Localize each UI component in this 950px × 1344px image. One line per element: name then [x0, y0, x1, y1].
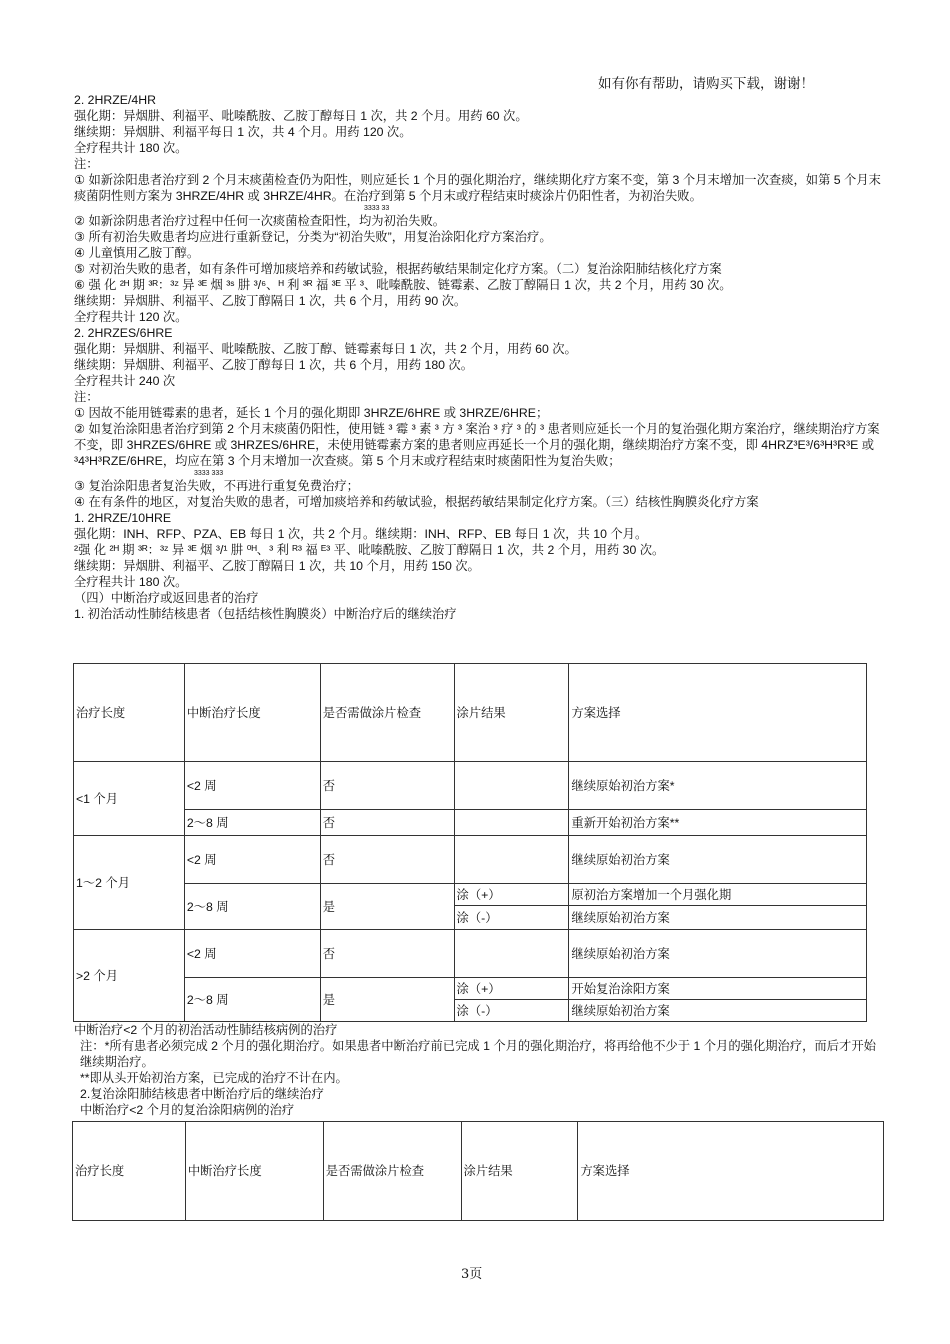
- note-item: ④ 儿童慎用乙胺丁醇。: [74, 246, 200, 260]
- note-item: ⑤ 对初治失败的患者，如有条件可增加痰培养和药敏试验，根据药敏结果制定化疗方案。（二）复治涂阳肺结核化疗方案: [74, 262, 722, 276]
- table-cell: 继续原始初治方案*: [569, 762, 867, 810]
- table-header-cell: 中断治疗长度: [184, 664, 320, 762]
- interruption-table-retreatment: [72, 1121, 884, 1221]
- note-item: ③ 所有初治失败患者均应进行重新登记，分类为“初治失败”，用复治涂阳化疗方案治疗。: [74, 230, 552, 244]
- table-header-row: [73, 1122, 884, 1221]
- table-cell: 2～8 周: [184, 884, 320, 930]
- paragraph-line: 强化期：异烟肼、利福平、吡嗪酰胺、乙胺丁醇、链霉素每日 1 次，共 2 个月，用药 60 次。: [74, 342, 577, 356]
- after-table-notes: [74, 1022, 884, 1118]
- table-cell: 否: [320, 762, 454, 810]
- table-cell: 2～8 周: [184, 978, 320, 1022]
- note-item: ④ 在有条件的地区，对复治失败的患者，可增加痰培养和药敏试验，根据药敏结果制定化疗方案。（三）结核性胸膜炎化疗方案: [74, 495, 759, 509]
- section-heading: 1. 2HRZE/10HRE: [74, 511, 172, 525]
- table-cell: 否: [320, 810, 454, 836]
- table-cell: 继续原始初治方案: [569, 930, 867, 978]
- header-note: 如有你有帮助，请购买下载，谢谢！: [598, 76, 814, 92]
- table-caption: 中断治疗<2 个月的初治活动性肺结核病例的治疗: [74, 1023, 338, 1037]
- table-header-cell: 涂片结果: [461, 1122, 578, 1221]
- table-cell: 否: [320, 836, 454, 884]
- paragraph-line: 强化期：异烟肼、利福平、吡嗪酰胺、乙胺丁醇每日 1 次，共 2 个月。用药 60 次。: [74, 109, 528, 123]
- table-cell: 重新开始初治方案**: [569, 810, 867, 836]
- note-item: ③ 复治涂阳患者复治失败，不再进行重复免费治疗；: [74, 479, 359, 493]
- table-header-cell: 涂片结果: [454, 664, 569, 762]
- table-cell: 否: [320, 930, 454, 978]
- table-cell: 涂（-）: [454, 906, 569, 930]
- document-body: [74, 92, 884, 622]
- table-cell: >2 个月: [74, 930, 185, 1022]
- table-row: [74, 884, 867, 906]
- table-cell: [454, 930, 569, 978]
- table-cell: <1 个月: [74, 762, 185, 836]
- table-header-row: [74, 664, 867, 762]
- section-heading: 2. 2HRZE/4HR: [74, 93, 157, 107]
- paragraph-line: 全疗程共计 120 次。: [74, 310, 188, 324]
- superscript-row: 3333 333: [194, 470, 224, 477]
- table-cell: 涂（+）: [454, 884, 569, 906]
- table-header-cell: 中断治疗长度: [185, 1122, 323, 1221]
- paragraph-line: ²强 化 ²ᴴ 期 ³ᴿ：³ᶻ 异 ³ᴱ 烟 ³/¹ 肼 ⁰ᴴ、³ 利 ᴿ³ 福 ᴱ³ 平、吡嗪酰胺、乙胺丁醇隔日 1 次，共 2 个月，用药 30 次。: [74, 543, 665, 557]
- table-cell: 开始复治涂阳方案: [569, 978, 867, 1000]
- note-item: ② 如新涂阴患者治疗过程中任何一次痰菌检查阳性，均为初治失败。: [74, 214, 446, 228]
- table-header-cell: 方案选择: [578, 1122, 884, 1221]
- interruption-table-initial: [73, 663, 867, 1022]
- paragraph-line: 强化期：INH、RFP、PZA、EB 每日 1 次，共 2 个月。继续期：INH、RFP、EB 每日 1 次，共 10 个月。: [74, 527, 648, 541]
- table-cell: <2 周: [184, 762, 320, 810]
- paragraph-line: 全疗程共计 180 次。: [74, 141, 188, 155]
- note-label: 注：: [74, 157, 99, 171]
- note-item: ⑥ 强 化 ²ᴴ 期 ³ᴿ：³ᶻ 异 ³ᴱ 烟 ³ˢ 肼 ³/⁶、ᴴ 利 ³ᴿ 福 ³ᴱ 平 ³、吡嗪酰胺、链霉素、乙胺丁醇隔日 1 次，共 2 个月，用药 30 次。: [74, 278, 732, 292]
- table-cell: 继续原始初治方案: [569, 1000, 867, 1022]
- table-cell: 涂（+）: [454, 978, 569, 1000]
- table-header-cell: 治疗长度: [74, 664, 185, 762]
- paragraph-line: 继续期：异烟肼、利福平每日 1 次，共 4 个月。用药 120 次。: [74, 125, 412, 139]
- table-row: [74, 810, 867, 836]
- section-heading: 2. 2HRZES/6HRE: [74, 326, 173, 340]
- table-cell: [454, 762, 569, 810]
- table-cell: 1～2 个月: [74, 836, 185, 930]
- table-cell: [454, 836, 569, 884]
- table-cell: 2～8 周: [184, 810, 320, 836]
- note-item: ① 因故不能用链霉素的患者，延长 1 个月的强化期即 3HRZE/6HRE 或 3HRZE/6HRE；: [74, 406, 549, 420]
- table-note: 注：*所有患者必须完成 2 个月的强化期治疗。如果患者中断治疗前已完成 1 个月的强化期治疗，将再给他不少于 1 个月的强化期治疗，而后才开始继续期治疗。: [80, 1039, 876, 1069]
- section-heading: 1. 初治活动性肺结核患者（包括结核性胸膜炎）中断治疗后的继续治疗: [74, 607, 457, 621]
- table-cell: 是: [320, 884, 454, 930]
- table-cell: 是: [320, 978, 454, 1022]
- table-header-cell: 方案选择: [569, 664, 867, 762]
- table-cell: 继续原始初治方案: [569, 836, 867, 884]
- table-header-cell: 治疗长度: [73, 1122, 186, 1221]
- paragraph-line: 全疗程共计 180 次。: [74, 575, 188, 589]
- section-heading: 2.复治涂阳肺结核患者中断治疗后的继续治疗: [80, 1087, 324, 1101]
- table-cell: [454, 810, 569, 836]
- paragraph-line: 全疗程共计 240 次: [74, 374, 176, 388]
- paragraph-line: 继续期：异烟肼、利福平、乙胺丁醇隔日 1 次，共 10 个月，用药 150 次。: [74, 559, 480, 573]
- table-cell: 原初治方案增加一个月强化期: [569, 884, 867, 906]
- table-row: [74, 836, 867, 884]
- table-row: [74, 978, 867, 1000]
- table-header-cell: 是否需做涂片检查: [320, 664, 454, 762]
- table-cell: 继续原始初治方案: [569, 906, 867, 930]
- table-note: **即从头开始初治方案，已完成的治疗不计在内。: [80, 1071, 348, 1085]
- note-item: ① 如新涂阳患者治疗到 2 个月末痰菌检查仍为阳性，则应延长 1 个月的强化期治疗，继续期化疗方案不变，第 3 个月末增加一次查痰，如第 5 个月末痰菌阴性则方案为 3HRZE/4HR 或 3HRZE/4HR。在治疗到第 5 个月末或疗程结束时痰涂片仍阳性者，为初治失败。: [74, 173, 881, 203]
- page-number: 3页: [461, 1267, 483, 1282]
- note-label: 注：: [74, 390, 99, 404]
- table-caption: 中断治疗<2 个月的复治涂阳病例的治疗: [80, 1103, 295, 1117]
- superscript-row: 3333 33: [364, 205, 390, 212]
- table-row: [74, 762, 867, 810]
- table-row: [74, 930, 867, 978]
- note-item: ② 如复治涂阳患者治疗到第 2 个月末痰菌仍阳性，使用链 ³ 霉 ³ 素 ³ 方 ³ 案治 ³ 疗 ³ 的 ³ 患者则应延长一个月的复治强化期方案治疗，继续期治疗方案不变，即 3HRZES/6HRE 或 3HRZES/6HRE，未使用链霉素方案的患者则应再延长一个月的强化期，继续期治疗方案不变，即 4HRZ³E³/6³H³R³E 或 ³4³H³RZE/6HRE，均应在第 3 个月末增加一次查痰。第 5 个月末或疗程结束时痰菌阳性为复治失败；: [74, 422, 880, 468]
- table-cell: 涂（-）: [454, 1000, 569, 1022]
- paragraph-line: 继续期：异烟肼、利福平、乙胺丁醇每日 1 次，共 6 个月，用药 180 次。: [74, 358, 474, 372]
- section-heading: （四）中断治疗或返回患者的治疗: [74, 591, 259, 605]
- table-header-cell: 是否需做涂片检查: [323, 1122, 461, 1221]
- table-cell: <2 周: [184, 930, 320, 978]
- paragraph-line: 继续期：异烟肼、利福平、乙胺丁醇隔日 1 次，共 6 个月，用药 90 次。: [74, 294, 467, 308]
- table-cell: <2 周: [184, 836, 320, 884]
